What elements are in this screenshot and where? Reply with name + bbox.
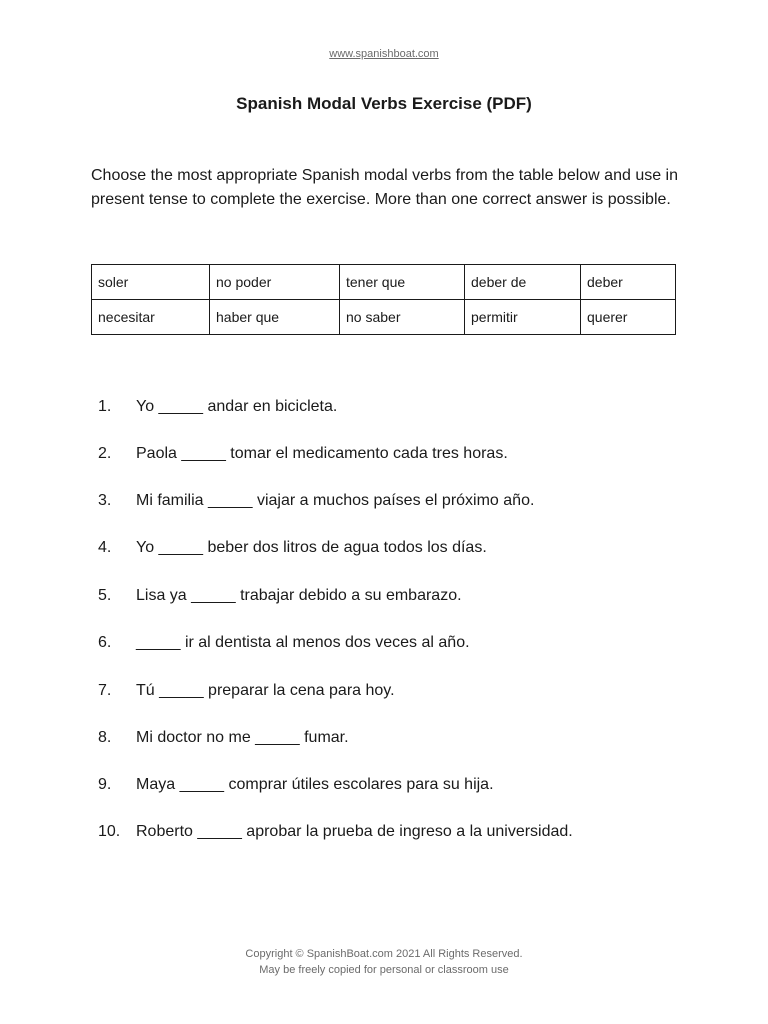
- copyright-text: Copyright © SpanishBoat.com 2021 All Rights Reserved.: [245, 948, 523, 960]
- exercise-sentence: Yo _____ beber dos litros de agua todos los días.: [136, 539, 487, 556]
- table-cell: deber de: [465, 265, 581, 300]
- table-cell: soler: [92, 265, 210, 300]
- exercise-number: 5.: [98, 587, 112, 604]
- table-cell: deber: [581, 265, 676, 300]
- list-item: [0, 393, 768, 421]
- exercise-sentence: _____ ir al dentista al menos dos veces al año.: [136, 634, 470, 651]
- table-cell: permitir: [465, 300, 581, 335]
- exercise-number: 10.: [98, 823, 121, 840]
- table-cell: necesitar: [92, 300, 210, 335]
- list-item: [0, 440, 768, 468]
- exercise-number: 2.: [98, 445, 112, 462]
- list-item: [0, 487, 768, 515]
- table-cell: no saber: [340, 300, 465, 335]
- list-item: [0, 724, 768, 752]
- page-title: Spanish Modal Verbs Exercise (PDF): [236, 94, 532, 113]
- list-item: [0, 677, 768, 705]
- list-item: [0, 818, 768, 846]
- list-item: [0, 629, 768, 657]
- list-item: [0, 582, 768, 610]
- table-cell: tener que: [340, 265, 465, 300]
- exercise-number: 4.: [98, 539, 112, 556]
- list-item: [0, 534, 768, 562]
- exercise-sentence: Roberto _____ aprobar la prueba de ingreso a la universidad.: [136, 823, 573, 840]
- instructions-paragraph: Choose the most appropriate Spanish modal verbs from the table below and use in present tense to complete the exercise. More than one correct answer is possible.: [91, 167, 679, 208]
- exercise-sentence: Maya _____ comprar útiles escolares para su hija.: [136, 776, 494, 793]
- table-cell: haber que: [210, 300, 340, 335]
- exercise-sentence: Lisa ya _____ trabajar debido a su embarazo.: [136, 587, 462, 604]
- exercise-number: 1.: [98, 398, 112, 415]
- table-cell: no poder: [210, 265, 340, 300]
- site-link[interactable]: www.spanishboat.com: [329, 48, 439, 60]
- exercise-sentence: Tú _____ preparar la cena para hoy.: [136, 682, 395, 699]
- list-item: [0, 771, 768, 799]
- usage-note: May be freely copied for personal or classroom use: [259, 964, 509, 976]
- table-row: [92, 300, 676, 335]
- exercise-number: 6.: [98, 634, 112, 651]
- exercise-sentence: Yo _____ andar en bicicleta.: [136, 398, 338, 415]
- exercise-number: 7.: [98, 682, 112, 699]
- exercise-sentence: Mi familia _____ viajar a muchos países el próximo año.: [136, 492, 535, 509]
- exercise-sentence: Paola _____ tomar el medicamento cada tres horas.: [136, 445, 508, 462]
- exercise-number: 8.: [98, 729, 112, 746]
- exercise-number: 3.: [98, 492, 112, 509]
- modal-verbs-table: [91, 264, 676, 335]
- exercise-number: 9.: [98, 776, 112, 793]
- footer: [0, 946, 768, 978]
- table-row: [92, 265, 676, 300]
- exercise-sentence: Mi doctor no me _____ fumar.: [136, 729, 349, 746]
- table-cell: querer: [581, 300, 676, 335]
